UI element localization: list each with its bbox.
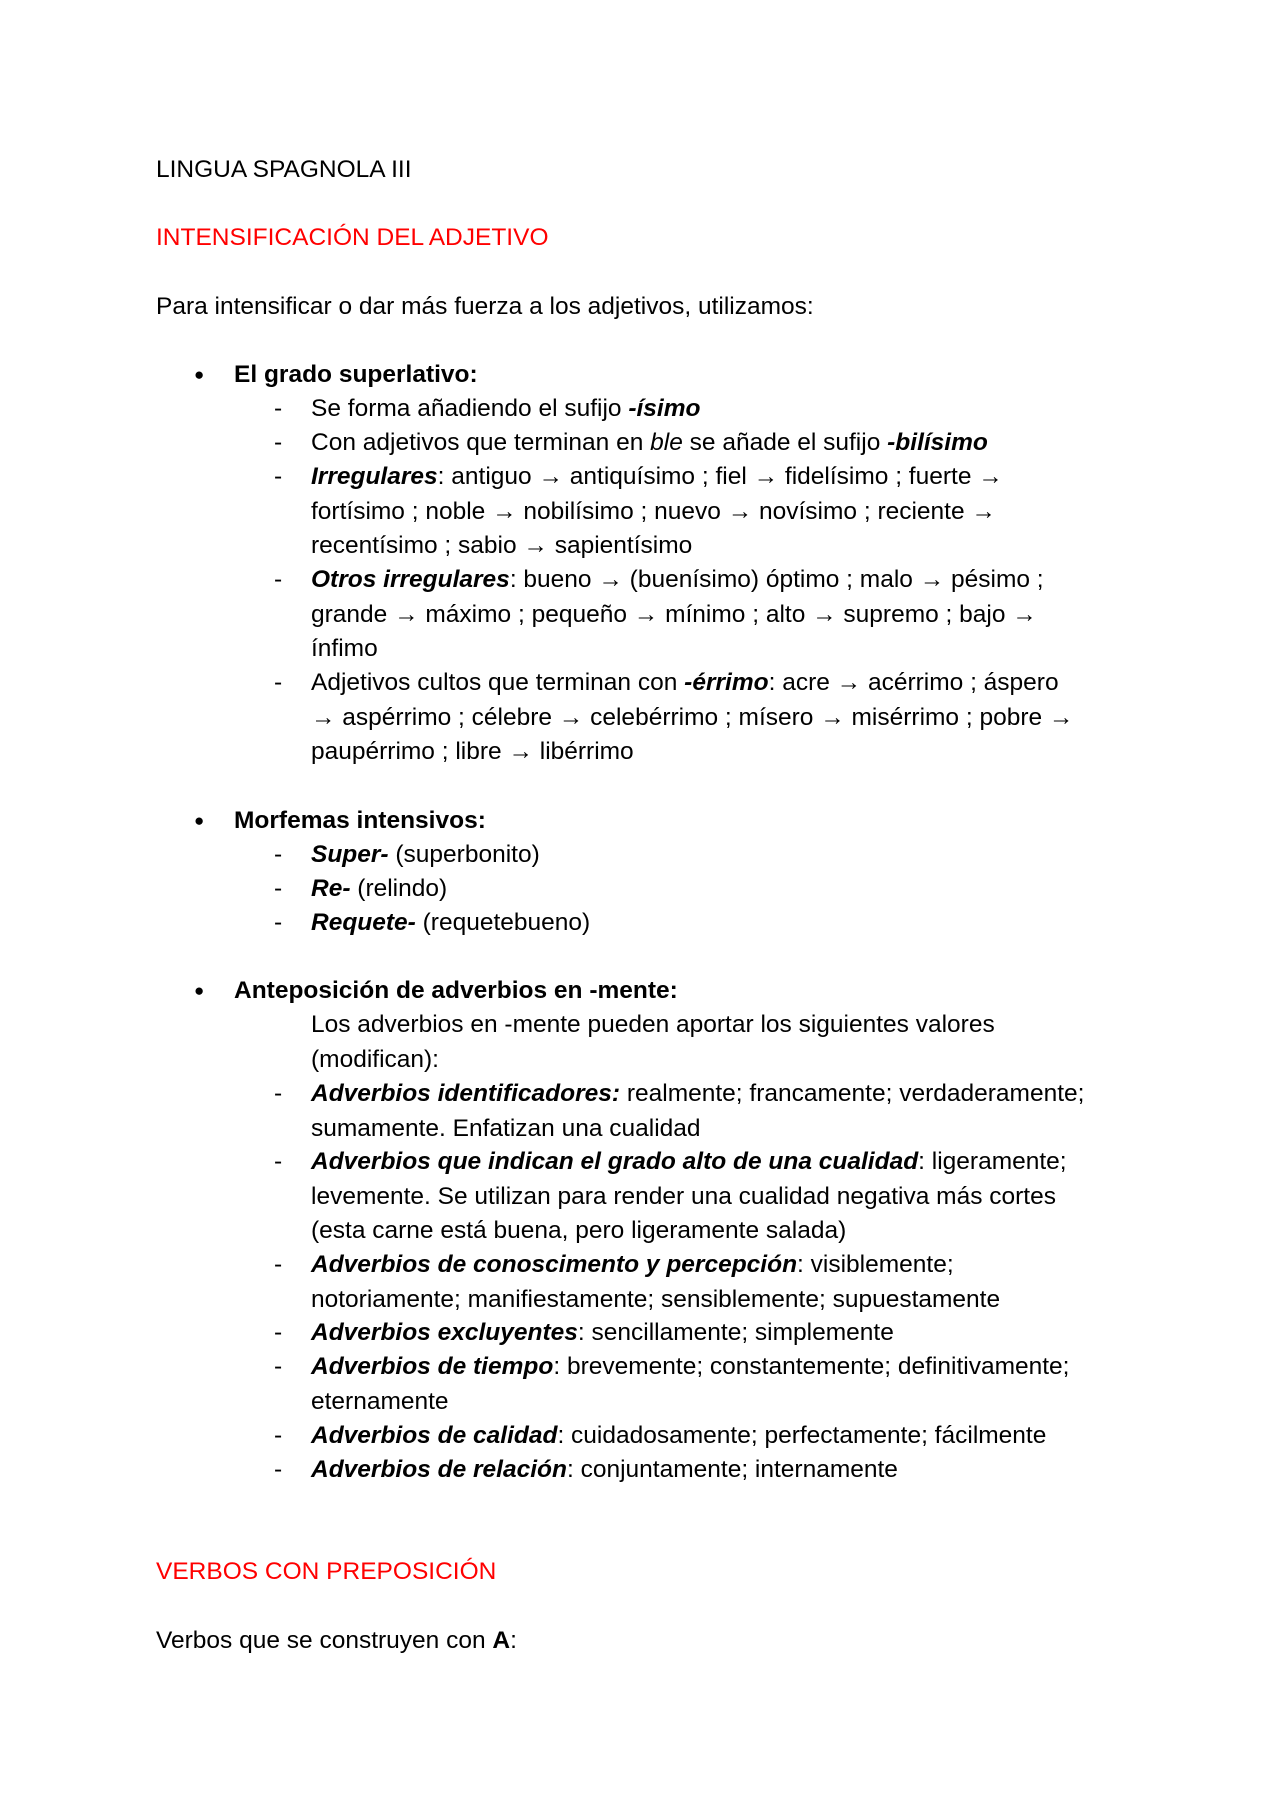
item-emphasis: Re-: [311, 875, 351, 902]
intro-paragraph: Para intensificar o dar más fuerza a los adjetivos, utilizamos:: [156, 293, 814, 320]
item-bold: A: [492, 1627, 511, 1654]
item-text: : acre → acérrimo ; áspero: [768, 669, 1059, 696]
item-text: recentísimo ; sabio → sapientísimo: [311, 532, 693, 559]
item-text: Se forma añadiendo el sufijo: [311, 395, 629, 422]
item-text: ínfimo: [311, 635, 378, 662]
item-text: fortísimo ; noble → nobilísimo ; nuevo → novísimo ; reciente →: [311, 497, 996, 525]
item-emphasis: Adverbios de tiempo: [311, 1353, 554, 1380]
bullet-heading: El grado superlativo:: [234, 361, 478, 388]
item-text: Verbos que se construyen con: [156, 1627, 493, 1654]
dash-marker: -: [274, 1148, 283, 1175]
item-text: : conjuntamente; internamente: [566, 1456, 898, 1483]
item-text: : sencillamente; simplemente: [577, 1319, 894, 1346]
dash-marker: -: [274, 841, 283, 868]
bullet-dot: ●: [194, 811, 205, 830]
item-emphasis: -ísimo: [628, 395, 701, 422]
item-text: sumamente. Enfatizan una cualidad: [311, 1114, 701, 1142]
dash-marker: -: [274, 909, 283, 936]
document-title: LINGUA SPAGNOLA III: [156, 156, 412, 183]
dash-marker: -: [274, 1422, 283, 1449]
item-text: eternamente: [311, 1387, 449, 1415]
dash-marker: -: [274, 566, 283, 593]
item-emphasis: Adverbios de calidad: [311, 1422, 558, 1449]
dash-marker: -: [274, 1080, 283, 1107]
item-text: (esta carne está buena, pero ligeramente salada): [311, 1217, 847, 1244]
item-emphasis: Otros irregulares: [311, 566, 510, 593]
item-text: se añade el sufijo: [682, 429, 888, 456]
dash-marker: -: [274, 395, 283, 422]
dash-marker: -: [274, 1353, 283, 1380]
bullet-dot: ●: [194, 365, 205, 384]
dash-marker: -: [274, 1456, 283, 1483]
item-text: (superbonito): [388, 841, 540, 868]
item-text: (relindo): [350, 875, 448, 902]
item-emphasis: Adverbios de conoscimento y percepción: [311, 1251, 798, 1278]
item-emphasis: Super-: [311, 841, 389, 868]
item-text: Con adjetivos que terminan en: [311, 429, 651, 456]
item-text: : visiblemente;: [797, 1251, 954, 1278]
bullet-heading: Morfemas intensivos:: [234, 807, 486, 834]
item-text: : ligeramente;: [918, 1148, 1067, 1175]
section-heading-intensificacion: INTENSIFICACIÓN DEL ADJETIVO: [156, 224, 549, 251]
item-text: notoriamente; manifiestamente; sensiblemente; supuestamente: [311, 1285, 1001, 1313]
item-text: paupérrimo ; libre → libérrimo: [311, 738, 634, 765]
dash-marker: -: [274, 875, 283, 902]
item-text: : brevemente; constantemente; definitivamente;: [553, 1353, 1070, 1380]
dash-marker: -: [274, 429, 283, 456]
dash-marker: -: [274, 1251, 283, 1278]
item-text: → aspérrimo ; célebre → celebérrimo ; mísero → misérrimo ; pobre →: [311, 703, 1074, 731]
dash-marker: -: [274, 669, 283, 696]
item-text: (modifican):: [311, 1045, 439, 1073]
item-emphasis: Adverbios que indican el grado alto de una cualidad: [311, 1148, 919, 1175]
bullet-heading: Anteposición de adverbios en -mente:: [234, 977, 678, 1004]
item-text: Adjetivos cultos que terminan con: [311, 669, 685, 696]
dash-marker: -: [274, 463, 283, 490]
item-text: levemente. Se utilizan para render una cualidad negativa más cortes: [311, 1182, 1056, 1210]
item-emphasis: Requete-: [311, 909, 416, 936]
item-emphasis: -bilísimo: [887, 429, 988, 456]
item-emphasis: Irregulares: [311, 463, 438, 490]
item-text: (requetebueno): [415, 909, 591, 936]
item-text: : bueno → (buenísimo) óptimo ; malo → pésimo ;: [509, 566, 1044, 593]
item-emphasis: Adverbios excluyentes: [311, 1319, 578, 1346]
item-emphasis: Adverbios identificadores:: [311, 1080, 621, 1107]
verbs-paragraph: [156, 1624, 517, 1659]
item-text: realmente; francamente; verdaderamente;: [620, 1080, 1085, 1107]
item-emphasis: Adverbios de relación: [311, 1456, 567, 1483]
bullet-dot: ●: [194, 981, 205, 1000]
item-text: : cuidadosamente; perfectamente; fácilmente: [557, 1422, 1047, 1449]
item-text: grande → máximo ; pequeño → mínimo ; alto → supremo ; bajo →: [311, 600, 1037, 628]
section-heading-verbos: VERBOS CON PREPOSICIÓN: [156, 1558, 497, 1585]
item-text: :: [510, 1627, 517, 1654]
item-emphasis: -érrimo: [684, 669, 769, 696]
item-italic: ble: [650, 429, 683, 456]
item-text: Los adverbios en -mente pueden aportar los siguientes valores: [311, 1011, 995, 1038]
dash-marker: -: [274, 1319, 283, 1346]
item-text: : antiguo → antiquísimo ; fiel → fidelísimo ; fuerte →: [437, 463, 1003, 490]
